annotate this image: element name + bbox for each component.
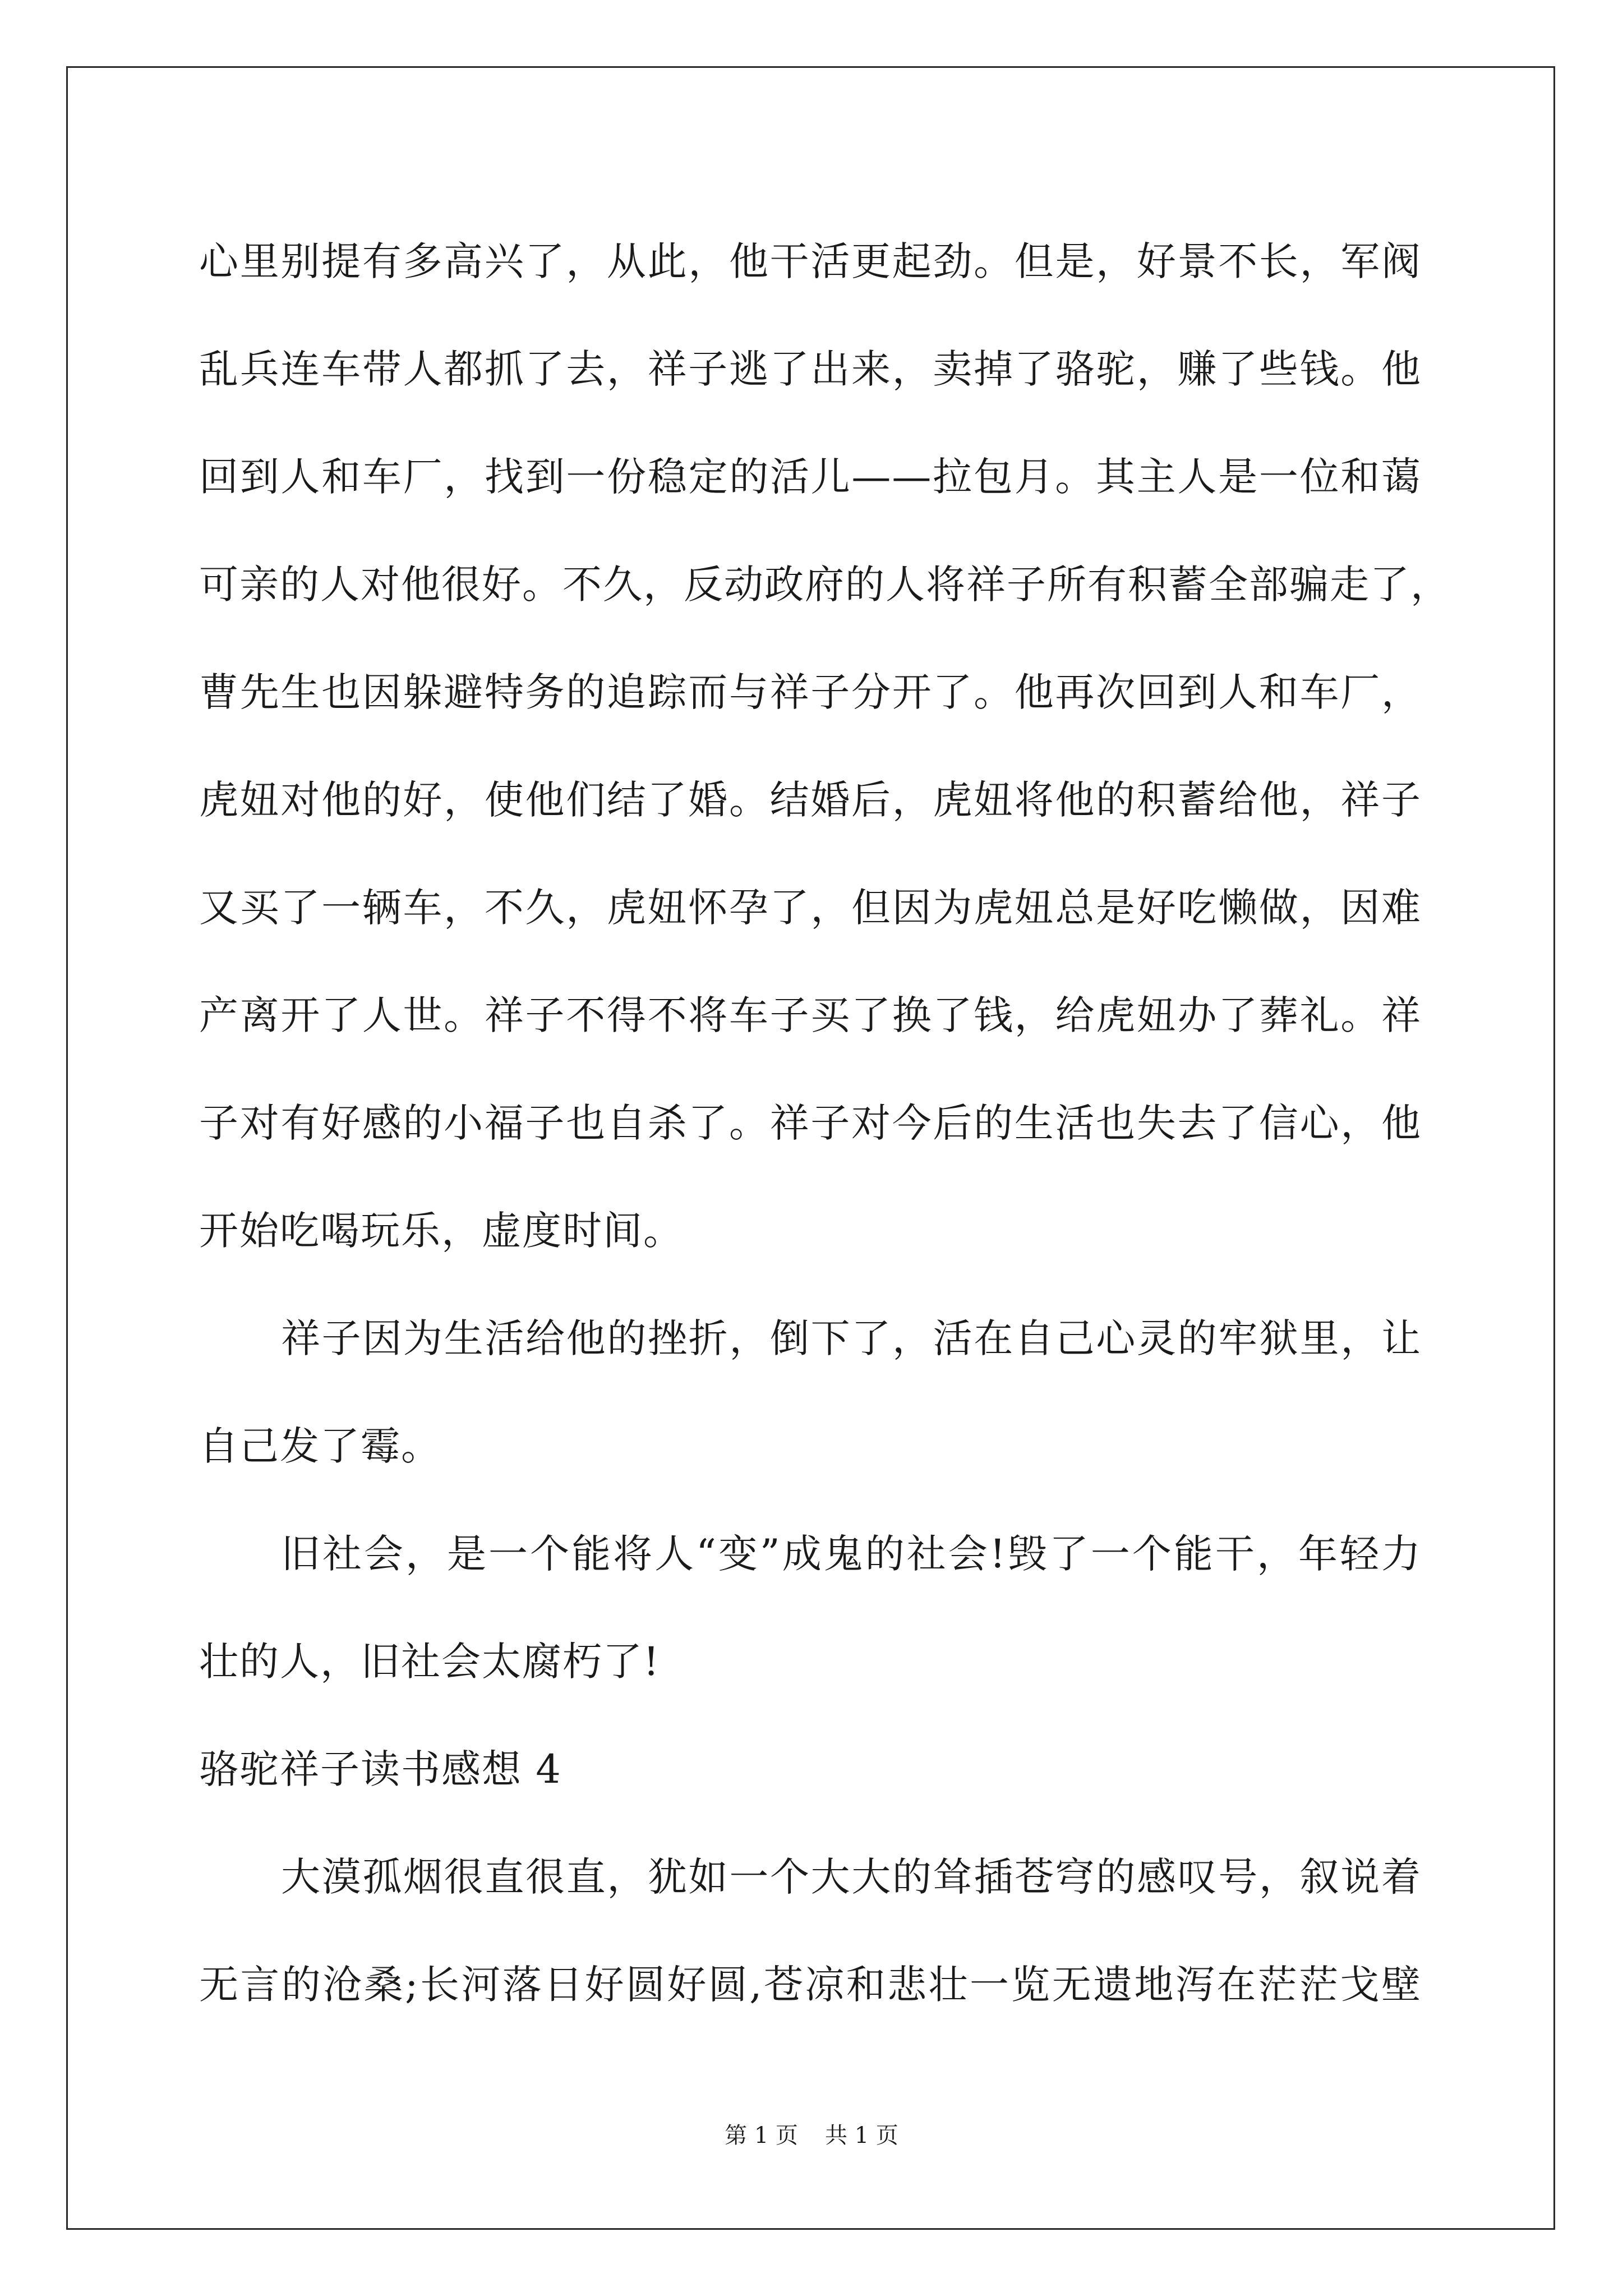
- page-total: 共 1 页: [825, 2123, 898, 2148]
- text-line: 又买了一辆车，不久，虎妞怀孕了，但因为虎妞总是好吃懒做，因难: [199, 885, 1422, 931]
- paragraph-first-line: 祥子因为生活给他的挫折，倒下了，活在自己心灵的牢狱里，让: [281, 1315, 1422, 1361]
- text-line: 可亲的人对他很好。不久，反动政府的人将祥子所有积蓄全部骗走了，: [199, 562, 1451, 608]
- text-line: 无言的沧桑;长河落日好圆好圆,苍凉和悲壮一览无遗地泻在茫茫戈壁: [199, 1962, 1422, 2008]
- text-line: 壮的人，旧社会太腐朽了!: [199, 1639, 661, 1685]
- text-line: 子对有好感的小福子也自杀了。祥子对今后的生活也失去了信心，他: [199, 1100, 1422, 1146]
- text-line: 产离开了人世。祥子不得不将车子买了换了钱，给虎妞办了葬礼。祥: [199, 992, 1422, 1038]
- document-body: [199, 208, 1451, 2039]
- paragraph-first-line: 旧社会，是一个能将人“变”成鬼的社会!毁了一个能干，年轻力: [281, 1531, 1422, 1577]
- page-number: 第 1 页: [725, 2123, 798, 2148]
- text-line: 开始吃喝玩乐，虚度时间。: [199, 1208, 684, 1254]
- page-footer: [0, 2118, 1623, 2150]
- paragraph-first-line: 大漠孤烟很直很直，犹如一个大大的耸插苍穹的感叹号，叙说着: [281, 1854, 1422, 1900]
- text-line: 虎妞对他的好，使他们结了婚。结婚后，虎妞将他的积蓄给他，祥子: [199, 777, 1422, 823]
- text-line: 自己发了霉。: [199, 1423, 441, 1469]
- section-heading: 骆驼祥子读书感想 4: [199, 1746, 562, 1792]
- text-line: 乱兵连车带人都抓了去，祥子逃了出来，卖掉了骆驼，赚了些钱。他: [199, 346, 1422, 392]
- text-line: 曹先生也因躲避特务的追踪而与祥子分开了。他再次回到人和车厂，: [199, 669, 1422, 715]
- text-line: 心里别提有多高兴了，从此，他干活更起劲。但是，好景不长，军阀: [199, 238, 1422, 284]
- text-line: 回到人和车厂，找到一份稳定的活儿——拉包月。其主人是一位和蔼: [199, 454, 1422, 500]
